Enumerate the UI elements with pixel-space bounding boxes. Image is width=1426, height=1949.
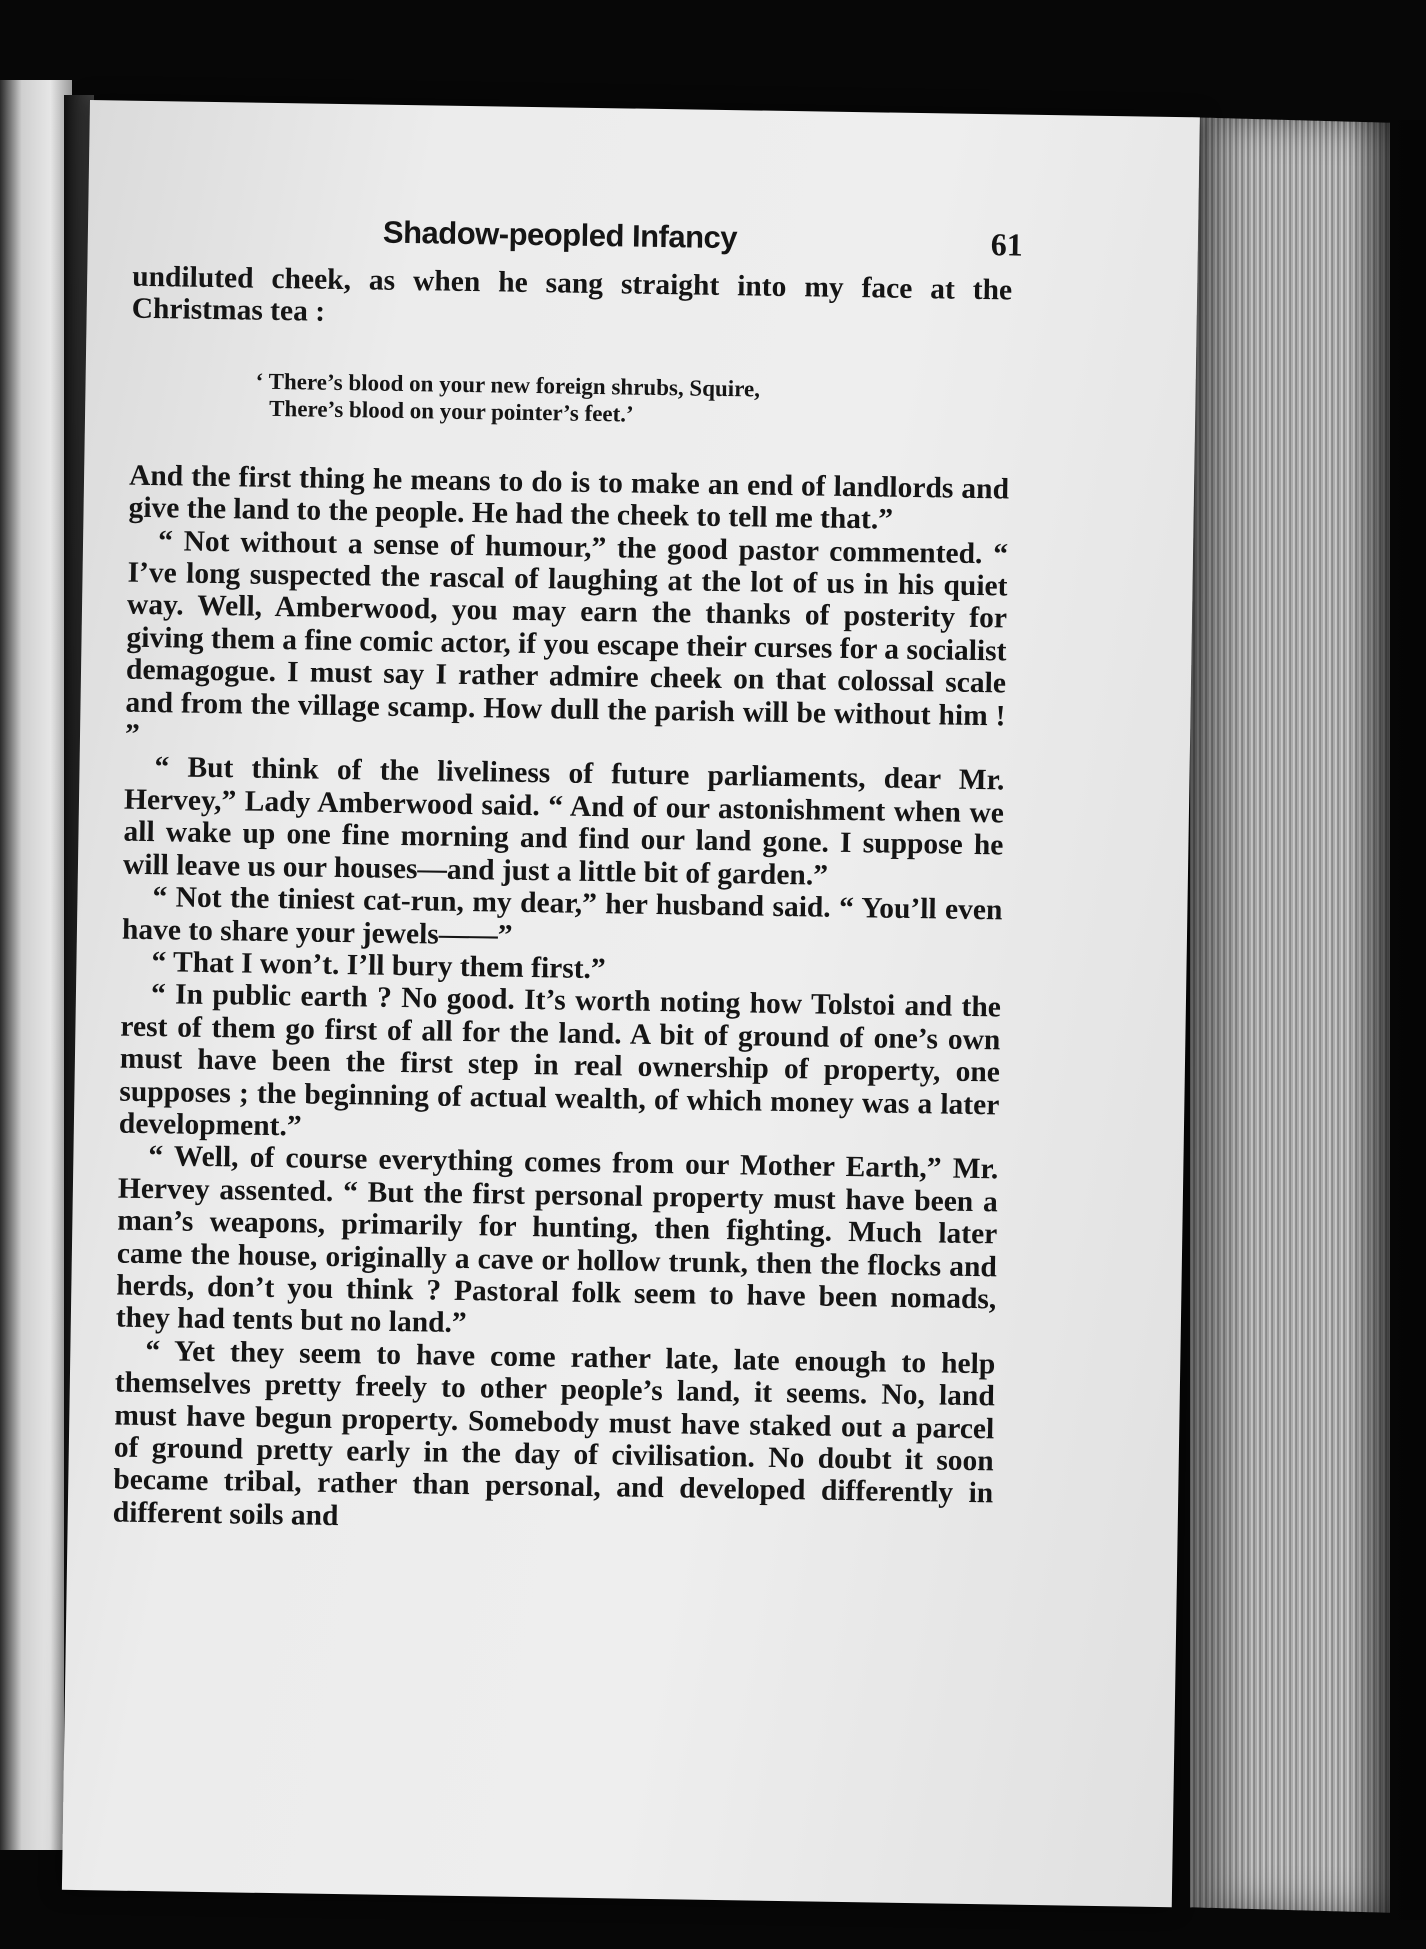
opening-paragraph: undiluted cheek, as when he sang straight into my face at the Christmas tea : (131, 260, 1013, 329)
page-content (112, 211, 1024, 1543)
verse-line: There’s blood on your pointer’s feet.’ (268, 395, 634, 427)
paragraph: “ Not without a sense of humour,” the good pastor commented. “ I’ve long suspected the rascal of laughing at the lot of us in his quiet way. Well, Amberwood, you may earn the thanks of posterity for giving them a fine comic actor, if you escape their curses for a socialist demagogue. I must say I rather admire cheek on that colossal scale and from the village scamp. How dull the parish will be without him ! ” (124, 524, 1009, 751)
paragraph: “ Not the tiniest cat-run, my dear,” her husband said. “ You’ll even have to share your jewels——” (121, 881, 1003, 952)
paragraph: And the first thing he means to do is to make an end of landlords and give the land to the people. He had the cheek to tell me that.” (128, 459, 1010, 536)
verse-line: ‘ There’s blood on your new foreign shrubs, Squire, (255, 368, 761, 402)
facing-page-edge (0, 80, 72, 1850)
book-page (62, 100, 1200, 1907)
paragraph: “ Yet they seem to have come rather late, late enough to help themselves pretty freely to other people’s land, it seems. No, land must have begun property. Somebody must have staked out a parcel of ground pretty early in the day of civilisation. No doubt it soon became tribal, rather than personal, and developed differently in different soils and (112, 1334, 996, 1532)
paragraph: “ Well, of course everything comes from our Mother Earth,” Mr. Hervey assented. “ But the first personal property must have been a man’s weapons, primarily for hunting, then fighting. Much later came the house, originally a cave or hollow trunk, then the flocks and herds, don’t you think ? Pastoral folk seem to have been nomads, they had tents but no land.” (115, 1140, 999, 1340)
page-edge-shadow (1350, 120, 1426, 1920)
body-text (113, 261, 1013, 1543)
paragraph: “ But think of the liveliness of future parliaments, dear Mr. Hervey,” Lady Amberwood said. “ And of our astonishment when we all wake up one fine morning and find our land gone. I suppose he will leave us our houses—and just a little bit of garden.” (122, 751, 1005, 892)
paragraph: “ That I won’t. I’ll bury them first.” (151, 945, 606, 986)
verse-quote (255, 367, 1011, 433)
running-title: Shadow-peopled Infancy (382, 214, 738, 256)
paragraph: “ In public earth ? No good. It’s worth noting how Tolstoi and the rest of them go first of all for the land. A bit of ground of one’s own must have been the first step in real ownership of property, one supposes ; the beginning of actual wealth, of which money was a later development.” (118, 978, 1002, 1143)
page-number: 61 (990, 226, 1024, 263)
